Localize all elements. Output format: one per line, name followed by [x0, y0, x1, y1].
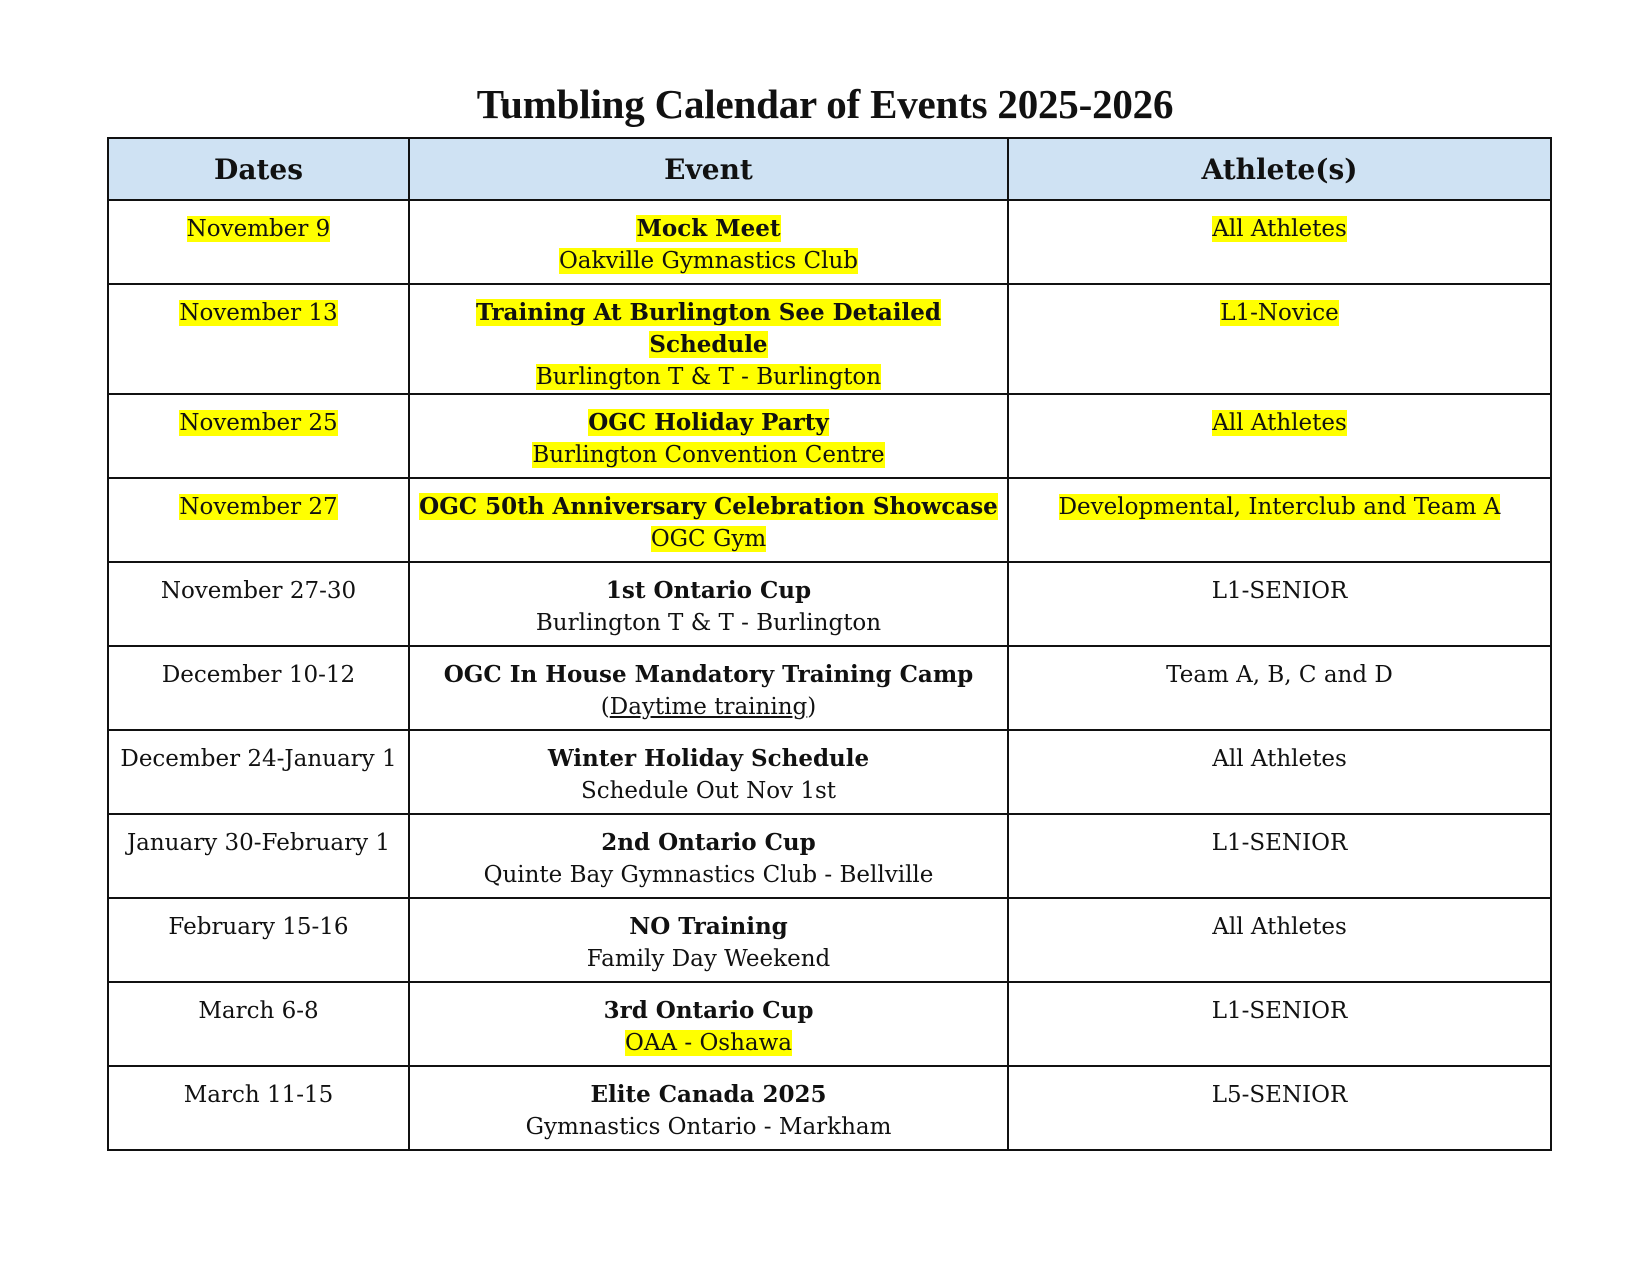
event-location: Family Day Weekend [586, 946, 831, 972]
athletes-text: L1-SENIOR [1211, 998, 1348, 1024]
page-title: Tumbling Calendar of Events 2025-2026 [476, 81, 1174, 127]
event-name: Elite Canada 2025 [590, 1081, 827, 1108]
column-header-dates: Dates [108, 138, 409, 200]
event-location: Burlington T & T - Burlington [535, 610, 882, 636]
date-cell [108, 898, 409, 982]
date-cell [108, 646, 409, 730]
athletes-text: L1-SENIOR [1211, 830, 1348, 856]
athletes-cell [1008, 478, 1551, 562]
event-cell [409, 982, 1008, 1066]
event-cell [409, 730, 1008, 814]
event-name: OGC 50th Anniversary Celebration Showcase [419, 493, 998, 520]
athletes-cell [1008, 814, 1551, 898]
event-cell [409, 562, 1008, 646]
athletes-cell [1008, 1066, 1551, 1150]
column-header-athletes: Athlete(s) [1008, 138, 1551, 200]
athletes-text: All Athletes [1212, 410, 1347, 436]
event-cell [409, 898, 1008, 982]
table-row [108, 730, 1551, 814]
athletes-text: L1-Novice [1220, 300, 1339, 326]
table-row [108, 562, 1551, 646]
date-text: November 27-30 [160, 578, 357, 604]
event-cell [409, 478, 1008, 562]
event-cell [409, 394, 1008, 478]
athletes-text: Developmental, Interclub and Team A [1058, 494, 1501, 520]
event-cell [409, 200, 1008, 284]
event-name: Training At Burlington See Detailed Schedule [476, 299, 941, 358]
event-location-prefix: ( [600, 694, 610, 720]
date-cell [108, 200, 409, 284]
table-row [108, 1066, 1551, 1150]
date-cell [108, 982, 409, 1066]
date-text: November 27 [179, 494, 338, 520]
date-cell [108, 478, 409, 562]
date-cell [108, 814, 409, 898]
event-name: OGC Holiday Party [588, 409, 829, 436]
date-text: November 13 [179, 300, 338, 326]
date-cell [108, 730, 409, 814]
date-text: March 6-8 [198, 998, 319, 1024]
event-name: NO Training [629, 913, 788, 940]
daytime-training-link[interactable]: Daytime training [609, 694, 808, 720]
athletes-cell [1008, 730, 1551, 814]
date-cell [108, 394, 409, 478]
table-row [108, 394, 1551, 478]
event-cell [409, 814, 1008, 898]
events-table [107, 137, 1552, 1151]
date-text: December 10-12 [161, 662, 356, 688]
athletes-text: Team A, B, C and D [1166, 662, 1393, 688]
event-cell [409, 646, 1008, 730]
athletes-cell [1008, 562, 1551, 646]
event-location: Gymnastics Ontario - Markham [525, 1114, 892, 1140]
event-name: Mock Meet [636, 215, 781, 242]
athletes-text: All Athletes [1212, 914, 1347, 940]
event-cell [409, 284, 1008, 394]
event-cell [409, 1066, 1008, 1150]
event-location: Schedule Out Nov 1st [580, 778, 837, 804]
date-text: January 30-February 1 [126, 830, 391, 856]
event-location: Burlington Convention Centre [532, 442, 885, 468]
date-text: November 25 [179, 410, 338, 436]
event-location: OGC Gym [650, 526, 767, 552]
date-text: March 11-15 [183, 1082, 334, 1108]
table-row [108, 814, 1551, 898]
event-location: OAA - Oshawa [624, 1030, 793, 1056]
table-row [108, 284, 1551, 394]
event-location: Burlington T & T - Burlington [535, 364, 882, 390]
event-location: Oakville Gymnastics Club [558, 248, 859, 274]
table-row [108, 982, 1551, 1066]
table-row [108, 646, 1551, 730]
athletes-cell [1008, 898, 1551, 982]
table-header-row [108, 138, 1551, 200]
date-cell [108, 284, 409, 394]
event-name: Winter Holiday Schedule [547, 745, 870, 772]
event-name: 1st Ontario Cup [605, 577, 812, 604]
event-name: 3rd Ontario Cup [603, 997, 814, 1024]
event-name: 2nd Ontario Cup [601, 829, 816, 856]
date-cell [108, 1066, 409, 1150]
date-text: December 24-January 1 [120, 746, 397, 772]
event-location: Quinte Bay Gymnastics Club - Bellville [483, 862, 934, 888]
athletes-text: L5-SENIOR [1211, 1082, 1348, 1108]
event-name: OGC In House Mandatory Training Camp [443, 661, 974, 688]
table-row [108, 898, 1551, 982]
column-header-event: Event [409, 138, 1008, 200]
athletes-cell [1008, 200, 1551, 284]
athletes-text: L1-SENIOR [1211, 578, 1348, 604]
athletes-cell [1008, 982, 1551, 1066]
table-row [108, 200, 1551, 284]
athletes-cell [1008, 394, 1551, 478]
date-text: November 9 [186, 216, 331, 242]
athletes-cell [1008, 284, 1551, 394]
event-location-suffix: ) [807, 694, 817, 720]
table-row [108, 478, 1551, 562]
athletes-cell [1008, 646, 1551, 730]
athletes-text: All Athletes [1212, 746, 1347, 772]
date-text: February 15-16 [168, 914, 349, 940]
athletes-text: All Athletes [1212, 216, 1347, 242]
date-cell [108, 562, 409, 646]
